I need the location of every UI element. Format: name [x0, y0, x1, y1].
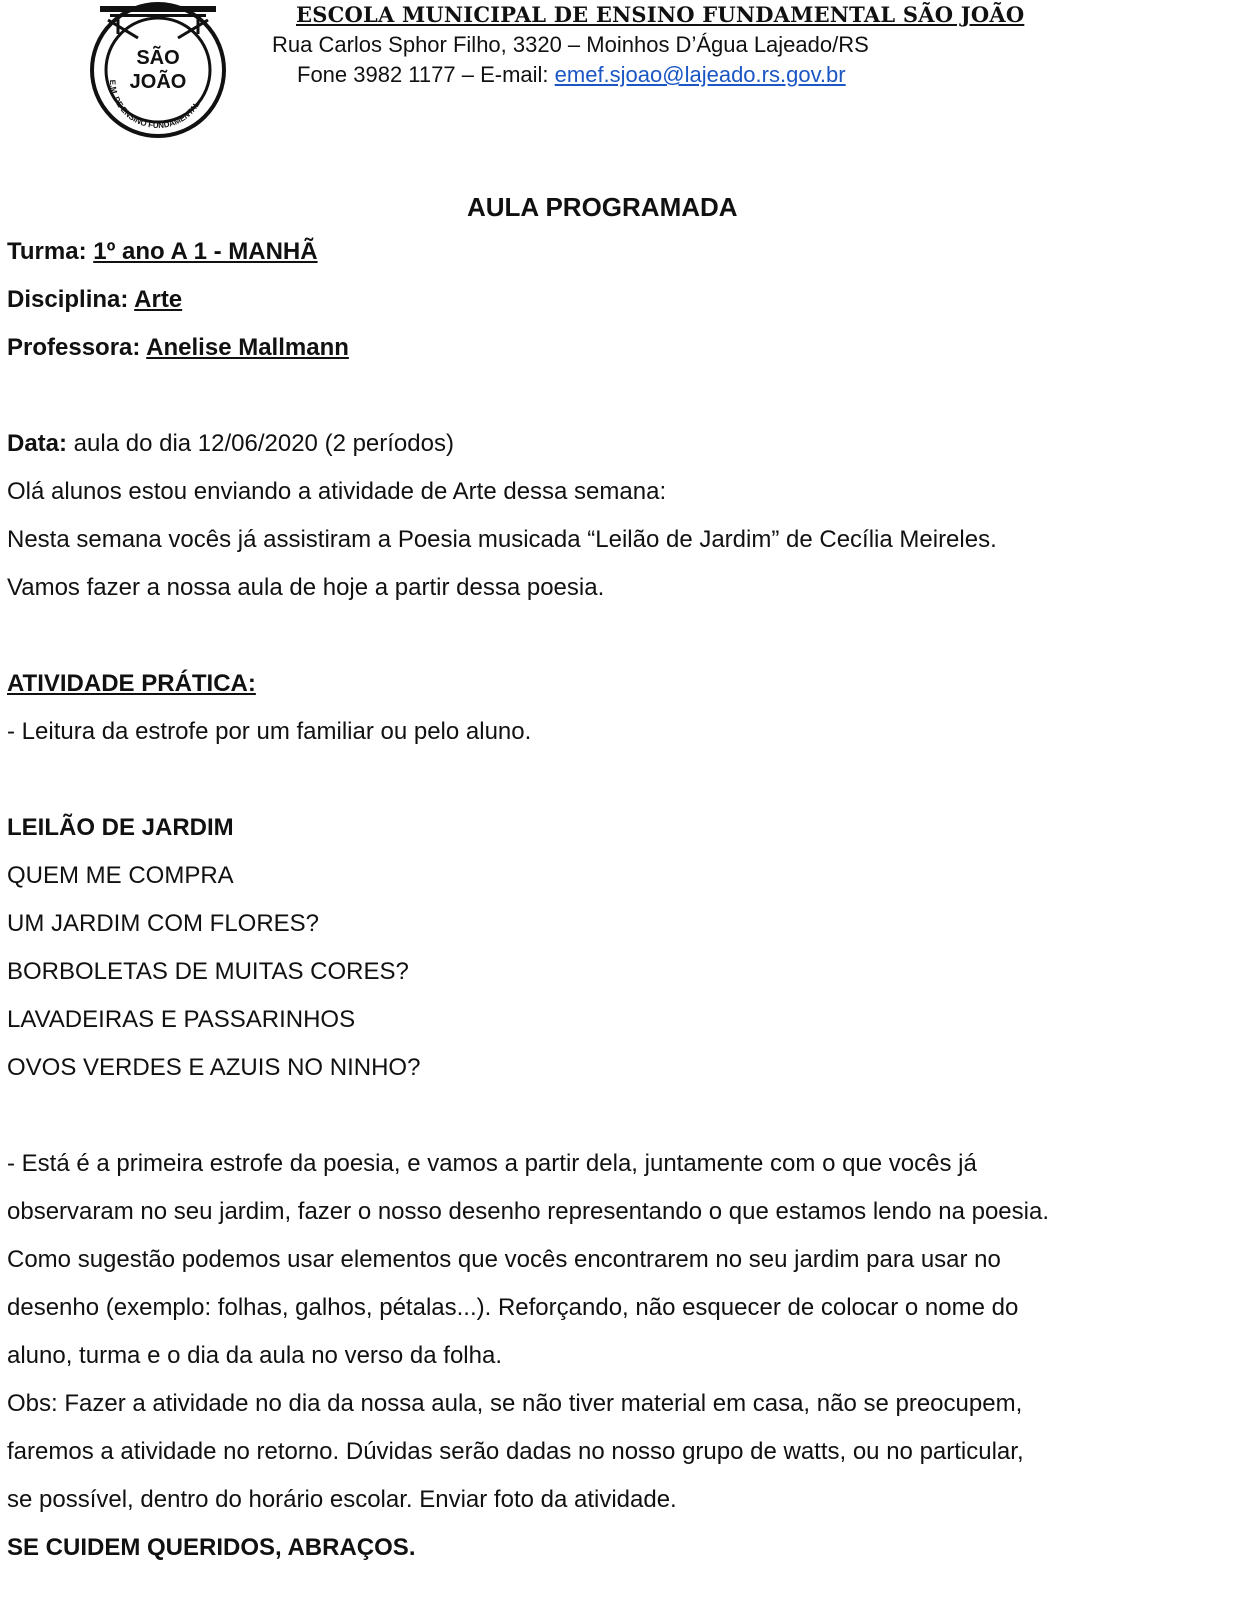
disciplina-label: Disciplina:: [7, 286, 129, 313]
school-address: Rua Carlos Sphor Filho, 3320 – Moinhos D’Água Lajeado/RS: [272, 32, 869, 57]
disciplina-row: [7, 286, 182, 314]
poem-verse: QUEM ME COMPRA: [7, 862, 234, 889]
logo-text-bottom: JOÃO: [129, 71, 187, 93]
poem-verse: LAVADEIRAS E PASSARINHOS: [7, 1006, 356, 1033]
email-link[interactable]: emef.sjoao@lajeado.rs.gov.br: [554, 62, 846, 87]
instruction-line: desenho (exemplo: folhas, galhos, pétalas...). Reforçando, não esquecer de colocar o nome do: [7, 1294, 1019, 1321]
intro-line-2: Nesta semana vocês já assistiram a Poesia musicada “Leilão de Jardim” de Cecília Meireles.: [7, 526, 997, 553]
poem-verse: UM JARDIM COM FLORES?: [7, 910, 320, 937]
instruction-line: se possível, dentro do horário escolar. Enviar foto da atividade.: [7, 1486, 677, 1513]
poem-verse: OVOS VERDES E AZUIS NO NINHO?: [7, 1054, 421, 1081]
instruction-line: observaram no seu jardim, fazer o nosso desenho representando o que estamos lendo na poesia.: [7, 1198, 1049, 1225]
instruction-line: faremos a atividade no retorno. Dúvidas serão dadas no nosso grupo de watts, ou no particular,: [7, 1438, 1024, 1465]
data-value: aula do dia 12/06/2020 (2 períodos): [67, 430, 454, 457]
professora-value: Anelise Mallmann: [146, 334, 349, 361]
activity-heading: ATIVIDADE PRÁTICA:: [7, 670, 256, 697]
logo-text-top: SÃO: [136, 47, 180, 69]
instruction-line: Obs: Fazer a atividade no dia da nossa aula, se não tiver material em casa, não se preocupem,: [7, 1390, 1023, 1417]
instruction-line: Como sugestão podemos usar elementos que vocês encontrarem no seu jardim para usar no: [7, 1246, 1001, 1273]
poem-verse: BORBOLETAS DE MUITAS CORES?: [7, 958, 409, 985]
data-label: Data:: [7, 430, 68, 457]
phone-text: Fone 3982 1177 – E-mail:: [297, 62, 555, 87]
closing-text: SE CUIDEM QUERIDOS, ABRAÇOS.: [7, 1534, 416, 1561]
intro-line-1: Olá alunos estou enviando a atividade de Arte dessa semana:: [7, 478, 667, 505]
poem-title: LEILÃO DE JARDIM: [7, 814, 234, 841]
instruction-line: aluno, turma e o dia da aula no verso da folha.: [7, 1342, 502, 1369]
professora-row: [7, 334, 349, 362]
school-contact: [297, 62, 846, 88]
school-name: ESCOLA MUNICIPAL DE ENSINO FUNDAMENTAL SÃO JOÃO: [296, 2, 1025, 27]
turma-label: Turma:: [7, 238, 87, 265]
instruction-line: - Está é a primeira estrofe da poesia, e vamos a partir dela, juntamente com o que vocês já: [7, 1150, 977, 1177]
page-title: AULA PROGRAMADA: [467, 192, 738, 222]
data-row: [7, 430, 454, 458]
turma-value: 1º ano A 1 - MANHÃ: [93, 238, 318, 265]
professora-label: Professora:: [7, 334, 141, 361]
activity-line-1: - Leitura da estrofe por um familiar ou pelo aluno.: [7, 718, 532, 745]
turma-row: [7, 238, 318, 266]
intro-line-3: Vamos fazer a nossa aula de hoje a partir dessa poesia.: [7, 574, 605, 601]
disciplina-value: Arte: [134, 286, 183, 313]
logo-ring-text: E.M. DE ENSINO FUNDAMENTAL: [107, 79, 202, 131]
